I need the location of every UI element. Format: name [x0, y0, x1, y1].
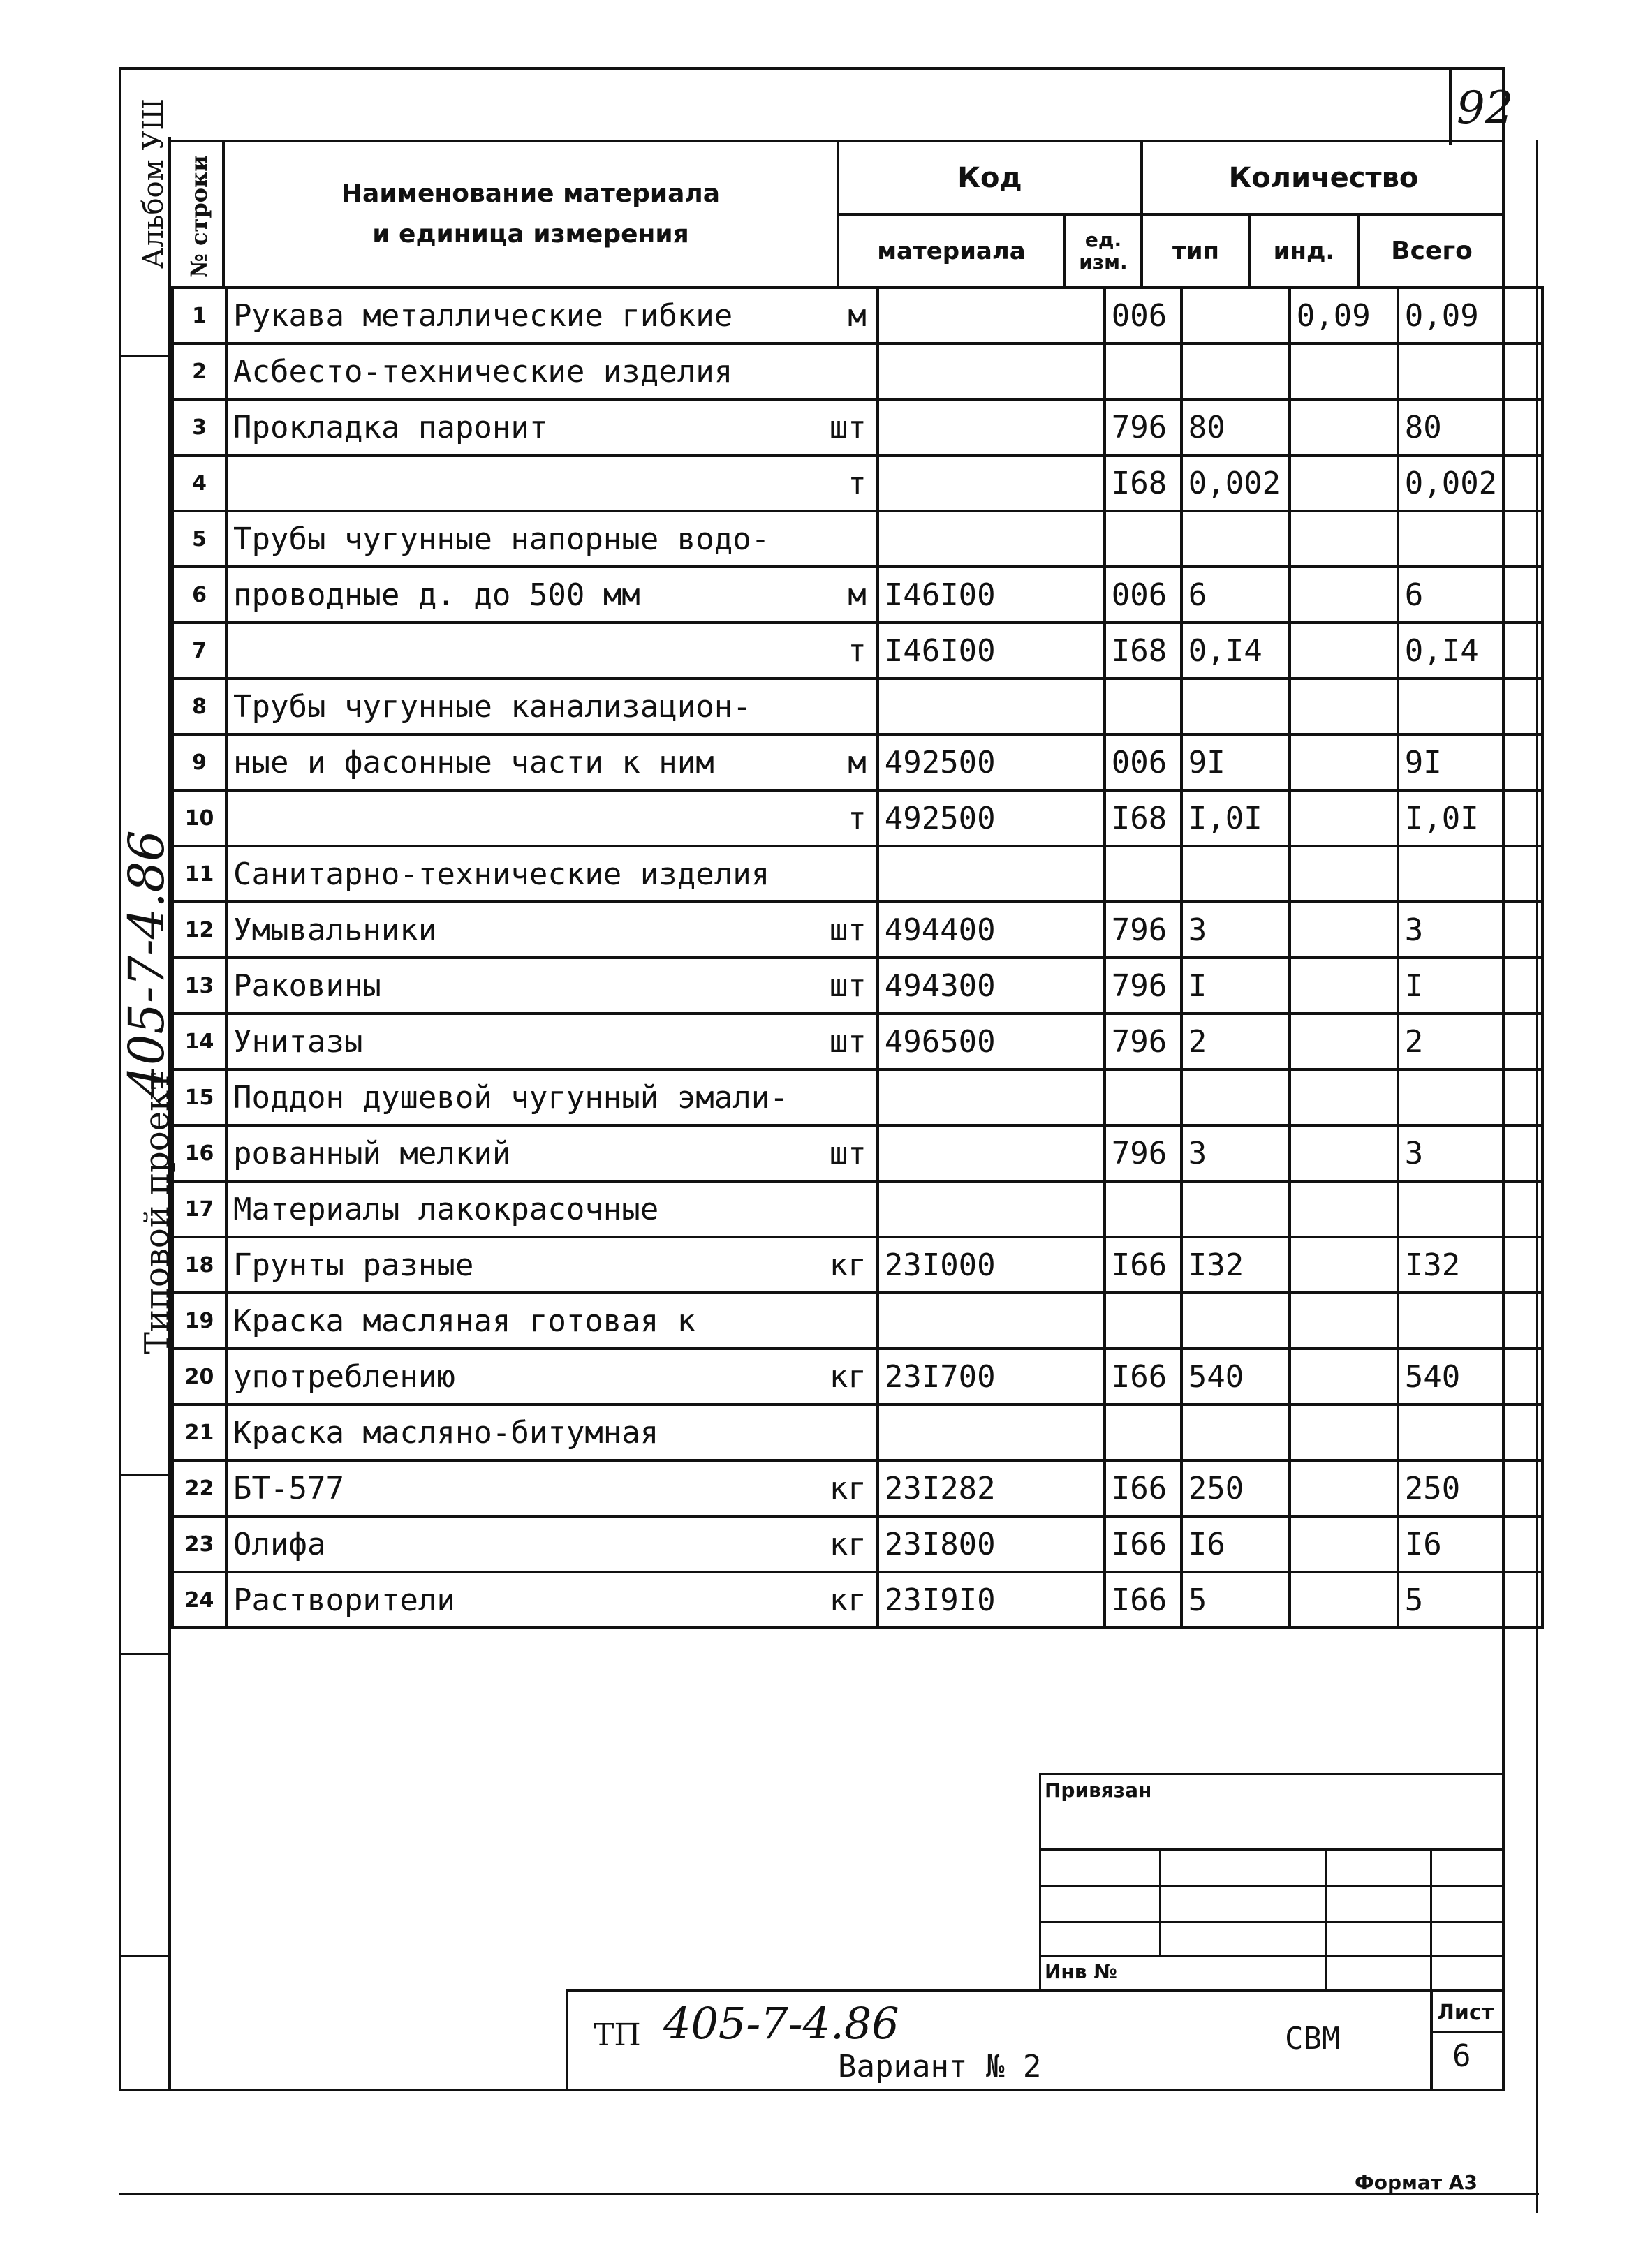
stamp-inv-no: Инв № — [1045, 1960, 1117, 1983]
row-number: 18 — [172, 1237, 226, 1293]
row-number: 7 — [172, 623, 226, 679]
material-name — [226, 455, 794, 511]
qty-total: I6 — [1398, 1516, 1542, 1572]
unit-code: 796 — [1105, 399, 1181, 455]
table-row — [172, 511, 1542, 567]
qty-total: 250 — [1398, 1460, 1542, 1516]
qty-total: 2 — [1398, 1014, 1542, 1069]
qty-ind: 0,09 — [1290, 288, 1398, 343]
table-row — [172, 1572, 1542, 1628]
material-code — [878, 1069, 1105, 1125]
header-name — [225, 142, 837, 286]
unit-code: I66 — [1105, 1572, 1181, 1628]
stamp-col-1 — [1159, 1848, 1161, 1957]
qty-ind — [1290, 511, 1398, 567]
qty-type: I,0I — [1181, 790, 1290, 846]
material-name: проводные д. до 500 мм — [226, 567, 794, 623]
material-code — [878, 455, 1105, 511]
row-number: 24 — [172, 1572, 226, 1628]
row-number: 16 — [172, 1125, 226, 1181]
material-code: 23I700 — [878, 1349, 1105, 1404]
material-code — [878, 1293, 1105, 1349]
material-code: 23I9I0 — [878, 1572, 1105, 1628]
material-name: Рукава металлические гибкие — [226, 288, 794, 343]
stamp-row-3 — [1039, 1921, 1504, 1923]
unit-code: I66 — [1105, 1349, 1181, 1404]
header-name-line1: Наименование материала — [341, 179, 721, 208]
stamp-sheet-value: 6 — [1452, 2038, 1471, 2074]
material-code: 23I282 — [878, 1460, 1105, 1516]
stamp-col-3 — [1430, 1848, 1432, 1992]
unit-code: 006 — [1105, 567, 1181, 623]
header-code: Код — [957, 161, 1022, 194]
material-code: 492500 — [878, 790, 1105, 846]
stamp-col-2 — [1325, 1848, 1327, 1992]
material-name: Краска масляная готовая к — [226, 1293, 794, 1349]
material-code — [878, 679, 1105, 734]
unit-name: кг — [794, 1516, 878, 1572]
unit-code: 796 — [1105, 1125, 1181, 1181]
qty-ind — [1290, 1572, 1398, 1628]
unit-code: 006 — [1105, 288, 1181, 343]
qty-total — [1398, 1181, 1542, 1237]
qty-type: 540 — [1181, 1349, 1290, 1404]
qty-total — [1398, 1293, 1542, 1349]
header-qty-total: Всего — [1391, 237, 1473, 265]
qty-type: 80 — [1181, 399, 1290, 455]
qty-total — [1398, 343, 1542, 399]
qty-type: I6 — [1181, 1516, 1290, 1572]
qty-type — [1181, 1069, 1290, 1125]
qty-type: 0,I4 — [1181, 623, 1290, 679]
material-name: Грунты разные — [226, 1237, 794, 1293]
qty-type: I — [1181, 958, 1290, 1014]
qty-ind — [1290, 1404, 1398, 1460]
margin-album-label: Альбом УШ — [138, 98, 170, 269]
row-number: 8 — [172, 679, 226, 734]
row-number: 9 — [172, 734, 226, 790]
margin-project-label: Типовой проект — [138, 1072, 177, 1354]
unit-name: кг — [794, 1349, 878, 1404]
unit-name: т — [794, 790, 878, 846]
qty-ind — [1290, 1293, 1398, 1349]
title-block-left — [566, 1989, 568, 2091]
unit-name — [794, 846, 878, 902]
qty-type: 5 — [1181, 1572, 1290, 1628]
qty-ind — [1290, 958, 1398, 1014]
table-row — [172, 958, 1542, 1014]
qty-ind — [1290, 1125, 1398, 1181]
qty-ind — [1290, 1237, 1398, 1293]
unit-name — [794, 343, 878, 399]
material-name: Унитазы — [226, 1014, 794, 1069]
qty-type — [1181, 1181, 1290, 1237]
header-code-unit: ед. изм. — [1079, 228, 1128, 274]
unit-name — [794, 679, 878, 734]
unit-name — [794, 1293, 878, 1349]
material-name: Растворители — [226, 1572, 794, 1628]
unit-code — [1105, 1069, 1181, 1125]
stamp-left — [1039, 1773, 1041, 1991]
row-number: 23 — [172, 1516, 226, 1572]
qty-ind — [1290, 902, 1398, 958]
material-name: Краска масляно-битумная — [226, 1404, 794, 1460]
materials-table — [171, 286, 1544, 1629]
row-number: 6 — [172, 567, 226, 623]
unit-name — [794, 1181, 878, 1237]
unit-code — [1105, 1404, 1181, 1460]
material-name: Умывальники — [226, 902, 794, 958]
material-code — [878, 399, 1105, 455]
header-quantity: Количество — [1228, 161, 1419, 194]
row-number: 22 — [172, 1460, 226, 1516]
table-row — [172, 1069, 1542, 1125]
unit-code: 006 — [1105, 734, 1181, 790]
row-number: 4 — [172, 455, 226, 511]
unit-name — [794, 1404, 878, 1460]
qty-type — [1181, 511, 1290, 567]
unit-name — [794, 1069, 878, 1125]
margin-tick-4 — [119, 1955, 168, 1957]
qty-total — [1398, 511, 1542, 567]
row-number: 10 — [172, 790, 226, 846]
table-row — [172, 1181, 1542, 1237]
unit-code — [1105, 511, 1181, 567]
material-code — [878, 846, 1105, 902]
row-number: 13 — [172, 958, 226, 1014]
qty-total: I,0I — [1398, 790, 1542, 846]
page-number: 92 — [1457, 82, 1514, 134]
material-name: рованный мелкий — [226, 1125, 794, 1181]
qty-ind — [1290, 343, 1398, 399]
unit-name: т — [794, 623, 878, 679]
unit-code: 796 — [1105, 902, 1181, 958]
qty-type: I32 — [1181, 1237, 1290, 1293]
table-row — [172, 623, 1542, 679]
stamp-tp-prefix: ТП — [594, 2017, 641, 2053]
row-number: 12 — [172, 902, 226, 958]
stamp-outer-top — [1039, 1773, 1504, 1775]
material-code — [878, 1181, 1105, 1237]
header-name-line2: и единица измерения — [372, 220, 689, 249]
qty-type: 250 — [1181, 1460, 1290, 1516]
material-code: 492500 — [878, 734, 1105, 790]
table-row — [172, 1125, 1542, 1181]
stamp-tp-number: 405-7-4.86 — [663, 1998, 899, 2049]
unit-name: кг — [794, 1237, 878, 1293]
row-number: 2 — [172, 343, 226, 399]
material-name: Прокладка паронит — [226, 399, 794, 455]
qty-total: I32 — [1398, 1237, 1542, 1293]
table-row — [172, 1293, 1542, 1349]
qty-total: 0,I4 — [1398, 623, 1542, 679]
row-number: 15 — [172, 1069, 226, 1125]
qty-type: 2 — [1181, 1014, 1290, 1069]
table-row — [172, 734, 1542, 790]
qty-total: I — [1398, 958, 1542, 1014]
material-code: 23I000 — [878, 1237, 1105, 1293]
unit-code: I66 — [1105, 1460, 1181, 1516]
unit-name: шт — [794, 1014, 878, 1069]
material-code: I46I00 — [878, 567, 1105, 623]
row-number: 1 — [172, 288, 226, 343]
table-row — [172, 1516, 1542, 1572]
margin-tick-2 — [119, 1474, 168, 1476]
stamp-variant: Вариант № 2 — [838, 2049, 1042, 2084]
qty-total: 0,002 — [1398, 455, 1542, 511]
qty-total — [1398, 1069, 1542, 1125]
material-code: 23I800 — [878, 1516, 1105, 1572]
table-row — [172, 846, 1542, 902]
header-row-no: № строки — [186, 155, 212, 278]
qty-ind — [1290, 679, 1398, 734]
row-number: 17 — [172, 1181, 226, 1237]
qty-ind — [1290, 1460, 1398, 1516]
material-name: Санитарно-технические изделия — [226, 846, 794, 902]
qty-type: 9I — [1181, 734, 1290, 790]
qty-ind — [1290, 1516, 1398, 1572]
qty-total: 9I — [1398, 734, 1542, 790]
row-number: 11 — [172, 846, 226, 902]
stamp-row-2 — [1039, 1885, 1504, 1887]
unit-name: шт — [794, 902, 878, 958]
unit-code: I66 — [1105, 1237, 1181, 1293]
qty-ind — [1290, 1349, 1398, 1404]
material-code: 494400 — [878, 902, 1105, 958]
title-block-sheet-mid — [1430, 2031, 1504, 2033]
stamp-privyazan: Привязан — [1045, 1779, 1152, 1802]
material-name: Трубы чугунные канализацион- — [226, 679, 794, 734]
table-row — [172, 1014, 1542, 1069]
margin-tick-1 — [119, 355, 168, 357]
qty-type: 6 — [1181, 567, 1290, 623]
qty-type — [1181, 679, 1290, 734]
qty-ind — [1290, 846, 1398, 902]
row-number: 21 — [172, 1404, 226, 1460]
unit-name: кг — [794, 1460, 878, 1516]
table-row — [172, 1237, 1542, 1293]
material-name: БТ-577 — [226, 1460, 794, 1516]
qty-total — [1398, 846, 1542, 902]
row-number: 3 — [172, 399, 226, 455]
row-number: 14 — [172, 1014, 226, 1069]
unit-code: I68 — [1105, 623, 1181, 679]
stamp-row-4 — [1039, 1955, 1504, 1957]
material-name: Материалы лакокрасочные — [226, 1181, 794, 1237]
table-row — [172, 455, 1542, 511]
material-code — [878, 343, 1105, 399]
table-row — [172, 288, 1542, 343]
header-qty-ind: инд. — [1273, 237, 1335, 265]
qty-ind — [1290, 623, 1398, 679]
unit-code: 796 — [1105, 1014, 1181, 1069]
unit-code — [1105, 1293, 1181, 1349]
material-code: 494300 — [878, 958, 1105, 1014]
material-name: Асбесто-технические изделия — [226, 343, 794, 399]
header-code-material: материала — [877, 237, 1026, 265]
qty-type — [1181, 343, 1290, 399]
qty-type — [1181, 288, 1290, 343]
material-name — [226, 623, 794, 679]
bottom-edge — [119, 2193, 1539, 2195]
qty-type: 3 — [1181, 1125, 1290, 1181]
material-code — [878, 511, 1105, 567]
qty-ind — [1290, 455, 1398, 511]
qty-total — [1398, 679, 1542, 734]
table-row — [172, 790, 1542, 846]
table-row — [172, 399, 1542, 455]
qty-total — [1398, 1404, 1542, 1460]
stamp-row-1 — [1039, 1848, 1504, 1851]
unit-code: I68 — [1105, 455, 1181, 511]
qty-total: 0,09 — [1398, 288, 1542, 343]
unit-name: шт — [794, 958, 878, 1014]
qty-total: 540 — [1398, 1349, 1542, 1404]
title-block-sheet-left — [1430, 1989, 1433, 2091]
materials-table-body — [172, 288, 1542, 1628]
qty-total: 3 — [1398, 902, 1542, 958]
material-name — [226, 790, 794, 846]
unit-code — [1105, 679, 1181, 734]
material-code — [878, 1404, 1105, 1460]
material-code — [878, 1125, 1105, 1181]
material-name: употреблению — [226, 1349, 794, 1404]
unit-name — [794, 511, 878, 567]
material-name: Олифа — [226, 1516, 794, 1572]
qty-ind — [1290, 1069, 1398, 1125]
unit-name: шт — [794, 1125, 878, 1181]
material-code — [878, 288, 1105, 343]
qty-total: 6 — [1398, 567, 1542, 623]
format-label: Формат А3 — [1355, 2171, 1478, 2194]
unit-code: 796 — [1105, 958, 1181, 1014]
qty-total: 80 — [1398, 399, 1542, 455]
material-name: Поддон душевой чугунный эмали- — [226, 1069, 794, 1125]
table-row — [172, 1460, 1542, 1516]
qty-ind — [1290, 734, 1398, 790]
qty-type — [1181, 1404, 1290, 1460]
qty-ind — [1290, 1181, 1398, 1237]
title-block-top — [566, 1989, 1504, 1992]
table-row — [172, 1404, 1542, 1460]
qty-type — [1181, 846, 1290, 902]
material-name: ные и фасонные части к ним — [226, 734, 794, 790]
material-code: 496500 — [878, 1014, 1105, 1069]
stamp-sheet-label: Лист — [1437, 2001, 1494, 2025]
qty-type — [1181, 1293, 1290, 1349]
row-number: 19 — [172, 1293, 226, 1349]
table-row — [172, 902, 1542, 958]
material-code: I46I00 — [878, 623, 1105, 679]
frame-bottom — [119, 2089, 1505, 2091]
page-number-box-left — [1449, 67, 1452, 145]
qty-total: 3 — [1398, 1125, 1542, 1181]
unit-name: м — [794, 567, 878, 623]
unit-name: кг — [794, 1572, 878, 1628]
frame-top — [119, 67, 1505, 70]
unit-code — [1105, 846, 1181, 902]
material-name: Трубы чугунные напорные водо- — [226, 511, 794, 567]
table-row — [172, 567, 1542, 623]
unit-code: I68 — [1105, 790, 1181, 846]
material-name: Раковины — [226, 958, 794, 1014]
qty-ind — [1290, 567, 1398, 623]
qty-total: 5 — [1398, 1572, 1542, 1628]
table-row — [172, 1349, 1542, 1404]
qty-type: 3 — [1181, 902, 1290, 958]
unit-name: м — [794, 288, 878, 343]
header-qty-type: тип — [1172, 237, 1220, 265]
row-number: 5 — [172, 511, 226, 567]
table-row — [172, 343, 1542, 399]
margin-tick-3 — [119, 1653, 168, 1655]
unit-name: т — [794, 455, 878, 511]
stamp-doc-code: СВМ — [1285, 2021, 1341, 2056]
unit-code — [1105, 1181, 1181, 1237]
unit-name: м — [794, 734, 878, 790]
unit-name: шт — [794, 399, 878, 455]
unit-code — [1105, 343, 1181, 399]
row-number: 20 — [172, 1349, 226, 1404]
table-row — [172, 679, 1542, 734]
qty-ind — [1290, 399, 1398, 455]
qty-type: 0,002 — [1181, 455, 1290, 511]
margin-project-number: 405-7-4.86 — [118, 830, 175, 1097]
qty-ind — [1290, 790, 1398, 846]
unit-code: I66 — [1105, 1516, 1181, 1572]
qty-ind — [1290, 1014, 1398, 1069]
